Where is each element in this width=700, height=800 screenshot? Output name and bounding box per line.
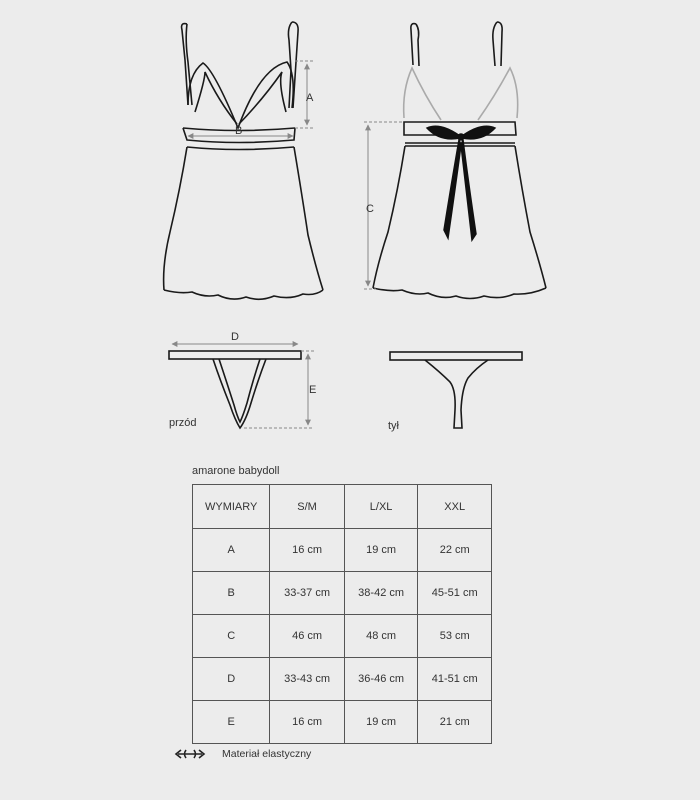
table-cell: 16 cm [270,529,344,572]
label-d: D [231,331,239,343]
table-cell: A [193,529,270,572]
elastic-arrows-icon [172,748,208,760]
label-a: A [306,92,314,104]
thong-back [390,352,522,428]
babydoll-front [164,22,323,299]
header-cell: L/XL [344,485,418,529]
header-cell: XXL [418,485,492,529]
table-cell: E [193,701,270,744]
table-row [193,615,492,658]
table-cell: B [193,572,270,615]
label-b: B [235,125,243,137]
label-e: E [309,384,317,396]
header-cell: S/M [270,485,344,529]
table-cell: 22 cm [418,529,492,572]
table-cell: 19 cm [344,701,418,744]
table-cell: 48 cm [344,615,418,658]
table-cell: D [193,658,270,701]
table-cell: 19 cm [344,529,418,572]
table-cell: 21 cm [418,701,492,744]
table-cell: 41-51 cm [418,658,492,701]
table-cell: 38-42 cm [344,572,418,615]
label-front: przód [169,417,197,429]
table-cell: 16 cm [270,701,344,744]
table-cell: 53 cm [418,615,492,658]
table-cell: 46 cm [270,615,344,658]
table-row [193,529,492,572]
header-cell: WYMIARY [193,485,270,529]
table-row [193,658,492,701]
label-c: C [366,203,374,215]
legend-text: Materiał elastyczny [222,748,312,760]
table-cell: 36-46 cm [344,658,418,701]
table-row [193,572,492,615]
product-title: amarone babydoll [192,465,280,477]
table-cell: 33-37 cm [270,572,344,615]
table-cell: 45-51 cm [418,572,492,615]
table-cell: 33-43 cm [270,658,344,701]
table-row [193,701,492,744]
table-cell: C [193,615,270,658]
label-back: tył [388,420,399,432]
size-table [192,484,492,744]
table-header-row [193,485,492,529]
legend [172,748,311,760]
